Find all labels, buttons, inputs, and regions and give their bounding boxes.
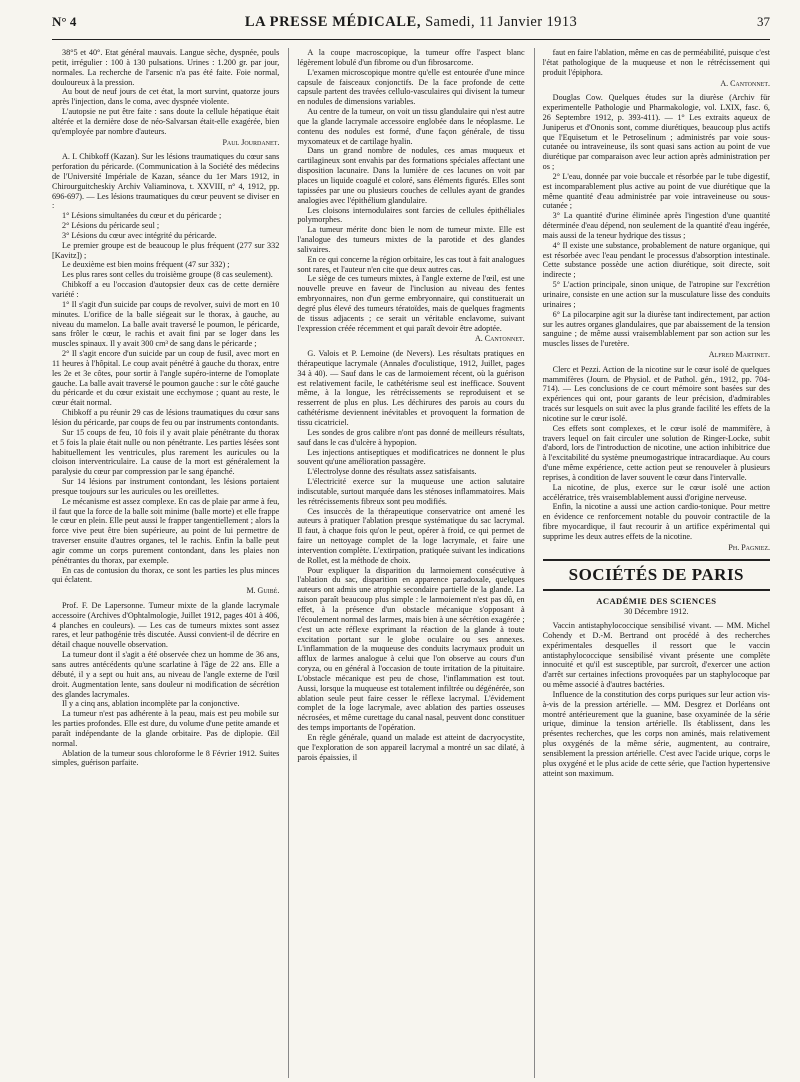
paragraph: Le siège de ces tumeurs mixtes, à l'angle externe de l'œil, est une nouvelle preuve en faveur de l'inclusion au niveau des fentes embryonnaires, non d'un germe embryonnaire, qui constituerait un degré plus élevé des tumeurs tératoïdes, mais de quelques fragments de tissus adjacents ; ce serait un véritable enclavome, suivant l'expression créée récemment et qui paraît devoir être adoptée. [297, 274, 525, 333]
masthead [245, 14, 577, 31]
paragraph: Chibkoff a eu l'occasion d'autopsier deux cas de cette dernière variété : [52, 280, 280, 299]
paragraph: Douglas Cow. Quelques études sur la diurèse (Archiv für experimentelle Pathologie und Pharmakologie, vol. LXIX, fasc. 6, 26 Septembre 1912, p. 393-411). — 1° Les extraits aqueux de Juniperus et d'Ononis sont, comme diurétiques, beaucoup plus actifs que l'Equisetum et le Petroselinum ; administrés par voie sous-cutanée ou intraveineuse, ils sont quasi sans action au point de vue diurétique par comparaison avec leur action après administration per os ; [542, 93, 770, 172]
issue-date: Samedi, 11 Janvier 1913 [425, 14, 578, 30]
paragraph: Le deuxième est bien moins fréquent (47 sur 332) ; [62, 260, 230, 270]
paragraph: 38°5 et 40°. Etat général mauvais. Langue sèche, dyspnée, pouls petit, irrégulier : 100 à 130 pulsations. Urines : 1.200 gr. par jour, normales. La recherche de l'arsenic n'a pas été faite. Foie normal, douloureux à la pression. [52, 48, 280, 87]
paragraph: Les injections antiseptiques et modificatrices ne donnent le plus souvent qu'une amélioration passagère. [297, 447, 525, 467]
paragraph: La tumeur mérite donc bien le nom de tumeur mixte. Elle est l'analogue des tumeurs mixtes de la parotide et des glandes salivaires. [297, 225, 525, 254]
journal-title: LA PRESSE MÉDICALE, [244, 14, 422, 30]
page-header [52, 14, 770, 40]
paragraph: 3° Lésions du cœur avec intégrité du péricarde. [62, 230, 217, 240]
paragraph: Prof. F. De Lapersonne. Tumeur mixte de la glande lacrymale accessoire (Archives d'Ophtalmologie, Juillet 1912, pages 401 à 406, 4 planches en couleurs). — Les cas de tumeurs mixtes sont assez rares, et leur pathogénie très discutée. Aussi convient-il de décrire en détail chaque nouvelle observation. [52, 600, 280, 650]
paragraph: 2° Il s'agit encore d'un suicide par un coup de fusil, avec mort en 11 heures à l'hôpital. Le coup avait pénétré à gauche du thorax, entre les 2e et 3e côtes, pour sortir à l'angle supéro-interne de l'omoplate gauche. La balle avait traversé le poumon gauche : sur le côté gauche du péricarde et du cœur existait une ecchymose ; quant au reste, le cœur était normal. [52, 349, 280, 408]
paragraph: Clerc et Pezzi. Action de la nicotine sur le cœur isolé de quelques mammifères (Journ. de Physiol. et de Pathol. gén., 1912, pp. 704-714). — Les conclusions de ce court mémoire sont basées sur des expériences qui ont, pour garants de leur précision, d'admirables tracés sur lesquels on suit avec la plus grande facilité les effets de la nicotine sur le cœur isolé. [542, 364, 770, 423]
column-2 [288, 48, 524, 1078]
paragraph: Le mécanisme est assez complexe. En cas de plaie par arme à feu, il faut que la force de la balle soit minime (balle morte) et elle frappe le cœur en plein. Elle peut aussi le frapper tangentiellement ; alors la force vive peut être bien supérieure, au point de lui permettre de traverser ensuite d'autres organes, tel le rachis. Enfin la balle peut agir comme un corps purement contondant, dans les plaies non pénétrantes du thorax, par exemple. [52, 496, 280, 565]
paragraph: Vaccin antistaphylococcique sensibilisé vivant. — MM. Michel Cohendy et D.-M. Bertrand ont procédé à des recherches expérimentales desquelles il ressort que le vaccin antistaphylococcique sensibilisé vivant présente une complète innocuité et qu'il est susceptible, par surcroît, d'exercer une action d'arrêt sur certaines infections provoquées par un staphylocoque par ou même associé à d'autres bactéries. [542, 620, 770, 690]
paragraph: Au bout de neuf jours de cet état, la mort survint, quatorze jours après l'injection, dans le coma, avec dyspnée violente. [52, 87, 280, 107]
paragraph: Influence de la constitution des corps puriques sur leur action vis-à-vis de la pression artérielle. — MM. Desgrez et Dorléans ont montré antérieurement que la guanine, base oxyaminée de la série urique, diminue la tension artérielle. Ils établissent, dans les présentes recherches, que les corps non aminés, mais relativement plus oxygénés de la même série, augmentent, au contraire, sensiblement la pression artérielle. C'est avec l'acide urique, corps le plus oxygéné et le plus acide de cette série, que l'action hypertensive atteint son maximum. [542, 689, 770, 778]
paragraph: 6° La pilocarpine agit sur la diurèse tant indirectement, par action sur les autres organes glandulaires, que par abaissement de la tension sanguine ; de même aussi vraisemblablement par son action sur les muscles lisses de l'uretère. [542, 309, 770, 349]
paragraph: Dans un grand nombre de nodules, ces amas muqueux et cartilagineux sont envahis par des formations spéciales affectant une disposition lacunaire. Dans la lumière de ces lacunes on voit par places un liquide coagulé et coloré, sans éléments figurés. Elles sont tapissées par une ou plusieurs couches de cellules ayant de grandes analogies avec l'épithélium glandulaire. [297, 146, 525, 205]
paragraph: La tumeur n'est pas adhérente à la peau, mais est peu mobile sur les parties profondes. Elle est dure, du volume d'une petite amande et paraît indépendante de la glande orbitaire. Pas de diplopie. Œil normal. [52, 709, 280, 748]
paragraph: Il y a cinq ans, ablation incomplète par la conjonctive. [62, 699, 240, 709]
paragraph: Sur 15 coups de feu, 10 fois il y avait plaie pénétrante du thorax et 5 fois la plaie était nulle ou non pénétrante. Les parties lésées sont habituellement les ventricules, plus rarement les auricules ou la cloison interventriculaire. La cause de la mort est généralement la paralysie du cœur par compression par le sang épanché. [52, 427, 280, 477]
page-number: 37 [757, 14, 770, 29]
paragraph: 2° Lésions du péricarde seul ; [62, 221, 160, 231]
paragraph: Les sondes de gros calibre n'ont pas donné de meilleurs résultats, sauf dans le cas d'ulcère à hypopion. [297, 427, 525, 447]
paragraph: Les plus rares sont celles du troisième groupe (8 cas seulement). [62, 270, 273, 280]
text-columns [52, 48, 770, 1078]
paragraph: Ablation de la tumeur sous chloroforme le 8 Février 1912. Suites simples, guérison parfaite. [52, 748, 280, 768]
author-signature: Paul Jourdanet. [222, 137, 280, 147]
author-signature: Alfred Martinet. [708, 350, 770, 360]
author-signature: M. Guibé. [246, 586, 280, 596]
session-date: 30 Décembre 1912. [624, 607, 689, 617]
author-signature: Ph. Pagniez. [728, 542, 770, 552]
paragraph: L'électricité exerce sur la muqueuse une action salutaire indiscutable, surtout marquée dans les sténoses inflammatoires. Mais les rétrécissements fibreux sont peu modifiés. [297, 477, 525, 506]
paragraph: Ces effets sont complexes, et le cœur isolé de mammifère, à travers lequel on fait circuler une solution de Ringer-Locke, subit d'abord, lors de l'introduction de nicotine, une action inhibitrice due à l'excitabilité du système pneumogastrique intracardiaque. Au cours d'une même expérience, cette action peut se renouveler à plusieurs reprises, à condition de laver souvent le cœur dans l'intervalle. [542, 423, 770, 482]
paragraph: 1° Il s'agit d'un suicide par coups de revolver, suivi de mort en 10 minutes. L'orifice de la balle siégeait sur le thorax, à gauche, au niveau du mamelon. La balle avait traversé le poumon, le péricarde, sans frôler le cœur, le rachis et avait fini par se loger dans les muscles spinaux. Il y avait 300 cm³ de sang dans le péricarde ; [52, 299, 280, 349]
section-title: SOCIÉTÉS DE PARIS [543, 559, 770, 590]
paragraph: 2° L'eau, donnée par voie buccale et résorbée par le tube digestif, est incomparablement plus active au point de vue diurétique que la même quantité d'eau administrée par voie intraveineuse ou sous-cutanée ; [542, 171, 770, 211]
paragraph: La tumeur dont il s'agit a été observée chez un homme de 36 ans, sans autres antécédents qu'une scarlatine à l'âge de 22 ans. Elle a débuté, il y a sept ou huit ans, au niveau de l'angle externe de l'œil droit. Augmentation lente, sans douleur ni modification de sécrétion des glandes lacrymales. [52, 650, 280, 699]
paragraph: A la coupe macroscopique, la tumeur offre l'aspect blanc légèrement lobulé d'un fibrome ou d'un fibrosarcome. [297, 48, 525, 67]
issue-number: N° 4 [52, 14, 77, 29]
paragraph: En règle générale, quand un malade est atteint de dacryocystite, que l'exploration de son appareil lacrymal a montré un sac dilaté, à parois épaissies, il [297, 732, 525, 762]
paragraph: A. I. Chibkoff (Kazan). Sur les lésions traumatiques du cœur sans perforation du péricarde. (Communication à la Société des médecins de l'Université Impériale de Kazan, séance du 1er Mars 1912, in Chirourguitcheskiy Archiv Valiaminova, t. XXVIII, n° 4, 1912, pp. 696-697). — Les lésions traumatiques du cœur peuvent se diviser en : [52, 152, 280, 211]
section-subtitle: ACADÉMIE DES SCIENCES [596, 595, 717, 606]
paragraph: 5° L'action principale, sinon unique, de l'atropine sur l'excrétion urinaire, consiste en une action sur la musculature lisse des conduits urinaires ; [542, 280, 770, 309]
paragraph: Chibkoff a pu réunir 29 cas de lésions traumatiques du cœur sans lésion du péricarde, par coups de feu ou par instruments contondants. [52, 408, 280, 427]
paragraph: 4° Il existe une substance, probablement de nature organique, qui est résorbée avec l'eau pendant le processus d'absorption intestinale. Cette substance possède une action diurétique, soit directe, soit indirecte ; [542, 240, 770, 280]
paragraph: La nicotine, de plus, exerce sur le cœur isolé une action accélératrice, très vraisemblablement aussi d'origine nerveuse. [542, 482, 770, 502]
paragraph: Enfin, la nicotine a aussi une action cardio-tonique. Pour mettre en évidence ce renforcement notable du pouvoir contractile de la fibre myocardique, il faut recourir à un artifice expérimental qui supprime les deux autres effets de la nicotine. [542, 502, 770, 541]
paragraph: En ce qui concerne la région orbitaire, les cas tout à fait analogues sont rares, et l'auteur n'en cite que deux autres cas. [297, 254, 525, 274]
paragraph: G. Valois et P. Lemoine (de Nevers). Les résultats pratiques en thérapeutique lacrymale (Annales d'oculistique, 1912, Juillet, pages 34 à 40). — Sauf dans le cas de larmoiement récent, où la guérison est relativement facile, le cathétérisme seul est inefficace. Souvent même, à la longue, les rétrécissements se reproduisent et se resserrent de plus en plus. Les déchirures des parois au cours du cathétérisme deviennent inévitables et provoquent la formation de tissu cicatriciel. [297, 349, 525, 427]
paragraph: Sur 14 lésions par instrument contondant, les lésions portaient presque toujours sur les auricules ou les oreillettes. [52, 477, 280, 496]
paragraph: L'examen microscopique montre qu'elle est entourée d'une mince capsule de faisceaux conjonctifs. De la face profonde de cette capsule partent des travées cellulo-vasculaires qui divisent la tumeur en nodules de dimensions variables. [297, 67, 525, 107]
paragraph: Au centre de la tumeur, on voit un tissu glandulaire qui n'est autre que la glande lacrymale accessoire englobée dans le néoplasme. Le contenu des nodules est formé, d'une façon générale, de tissu myxomateux et de cartilage hyalin. [297, 107, 525, 146]
paragraph: Ces insuccès de la thérapeutique conservatrice ont amené les auteurs à pratiquer l'ablation presque systématique du sac lacrymal. Il faut, à chaque fois qu'on le peut, opérer à froid, ce qui permet de faire un nettoyage complet de la loge lacrymale, et faire une intervention complète. L'extirpation, pratiquée suivant les indications de Rollet, est la méthode de choix. [297, 506, 525, 565]
author-signature: A. Cantonnet. [720, 78, 770, 88]
paragraph: Le premier groupe est de beaucoup le plus fréquent (277 sur 332 [Kavitz]) ; [52, 240, 280, 260]
author-signature: A. Cantonnet. [474, 334, 525, 344]
paragraph: 1° Lésions simultanées du cœur et du péricarde ; [62, 211, 222, 221]
paragraph: L'autopsie ne put être faite : sans doute la cellule hépatique était altérée et la dernière dose de néo-Salvarsan était-elle exagérée, bien qu'employée par nombre d'auteurs. [52, 107, 280, 136]
paragraph: L'électrolyse donne des résultats assez satisfaisants. [307, 467, 477, 477]
paragraph: 3° La quantité d'urine éliminée après l'ingestion d'une quantité déterminée d'eau dépend, non seulement de la quantité d'eau ingérée, mais aussi de la teneur hydrique des tissus ; [542, 211, 770, 240]
paragraph: faut en faire l'ablation, même en cas de perméabilité, puisque c'est l'état pathologique de la muqueuse et non le rétrécissement qui produit l'épiphora. [542, 48, 770, 77]
paragraph: En cas de contusion du thorax, ce sont les parties les plus minces qui éclatent. [52, 565, 280, 585]
column-3 [534, 48, 770, 1078]
paragraph: Pour expliquer la disparition du larmoiement consécutive à l'ablation du sac, disparition en apparence paradoxale, quelques auteurs ont admis une atrophie secondaire partielle de la glande. La raison paraît beaucoup plus simple : le larmoiement n'est pas dû, en effet, à la présence d'un obstacle mécanique s'opposant à l'écoulement normal des larmes, mais bien à une sécrétion exagérée ; c'est un acte réflexe exprimant la réaction de la glande à toute excitation portant sur le globe oculaire ou ses annexes. L'inflammation de la muqueuse des conduits lacrymaux produit un afflux de larmes analogue à celui que l'on observe au cours d'un coryza, ou en général à l'occasion de toute irritation de la pituitaire. L'obstacle mécanique est peu de chose, l'inflammation est tout. Aussi, lorsque la muqueuse est totalement infiltrée ou dégénérée, son ablation seule peut faire cesser le réflexe lacrymal. L'évidement complet de la loge lacrymale, avec ablation des parties osseuses nécrosées, et même curettage du canal nasal, peuvent donc constituer des temps importants de l'opération. [297, 565, 525, 733]
column-1 [52, 48, 279, 1078]
paragraph: Les cloisons internodulaires sont farcies de cellules épithéliales polymorphes. [297, 205, 525, 225]
